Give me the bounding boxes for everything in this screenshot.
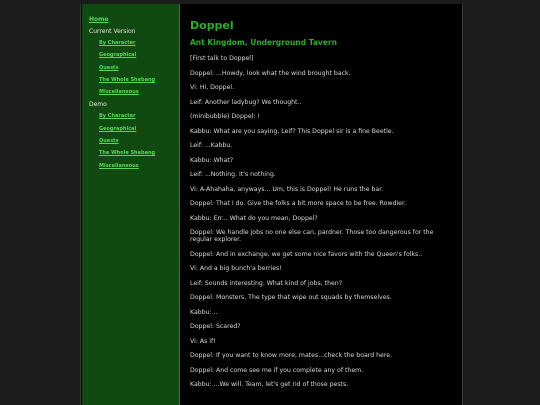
dialogue-line: Leif: Sounds interesting. What kind of jobs, then?: [190, 279, 343, 287]
dialogue-line: Kabbu: Err... What do you mean, Doppel?: [190, 214, 318, 222]
nav-home-link[interactable]: Home: [89, 16, 109, 23]
dialogue-line: Kabbu: ..: [190, 308, 218, 316]
dialogue-line: Vi: Hi, Doppel.: [190, 84, 235, 91]
dialogue-line: (minibubble) Doppel: !: [190, 113, 260, 120]
dialogue-line: Doppel: And in exchange, we get some nice favors with the Queen's folks..: [190, 250, 423, 258]
dialogue-line: Doppel: That I do. Give the folks a bit more space to be free. Rowdier.: [190, 200, 406, 207]
nav-demo-miscellaneous[interactable]: Miscellaneous: [99, 162, 139, 169]
dialogue-list: [190, 55, 455, 388]
dialogue-line: Leif: Another ladybug? We thought..: [190, 98, 302, 106]
dialogue-line: Vi: A-Ahahaha, anyways... Um, this is Doppel! He runs the bar.: [190, 185, 384, 193]
dialogue-line: Doppel: If you want to know more, mates...check the board here.: [190, 352, 393, 359]
nav-current-quests[interactable]: Quests: [99, 64, 119, 71]
dialogue-line: Vi: And a big bunch'a berries!: [190, 265, 282, 272]
dialogue-line: Leif: ...Nothing. It's nothing.: [190, 171, 276, 178]
page-title: Doppel: [190, 19, 234, 32]
nav-heading-current: Current Version: [89, 28, 136, 35]
page-subtitle: Ant Kingdom, Underground Tavern: [190, 38, 337, 47]
nav-current-miscellaneous[interactable]: Miscellaneous: [99, 89, 139, 96]
dialogue-line: Kabbu: What are you saying, Leif? This Doppel sir is a fine Beetle.: [190, 127, 394, 135]
dialogue-line: Doppel: ...Howdy, look what the wind brought back.: [190, 69, 351, 77]
nav-current-by-character[interactable]: By Character: [99, 40, 136, 46]
nav-demo-whole-shebang[interactable]: The Whole Shebang: [99, 150, 156, 157]
nav-current-whole-shebang[interactable]: The Whole Shebang: [99, 76, 156, 83]
nav-heading-demo: Demo: [89, 101, 107, 109]
dialogue-line: Doppel: We handle jobs no one else can, pardner. Those too dangerous for the regular explorer.: [190, 229, 434, 243]
dialogue-line: Doppel: Monsters. The type that wipe out squads by themselves.: [190, 294, 392, 301]
nav-demo-geographical[interactable]: Geographical: [99, 125, 137, 132]
dialogue-line: Leif: ...Kabbu.: [190, 142, 233, 149]
dialogue-line: Kabbu: ...We will. Team, let's get rid of those pests.: [190, 381, 349, 388]
dialogue-line: Kabbu: What?: [190, 156, 234, 164]
nav-demo-quests[interactable]: Quests: [99, 138, 119, 145]
dialogue-line: Vi: As if!: [190, 337, 216, 345]
dialogue-line: Doppel: Scared?: [190, 323, 241, 330]
dialogue-line: Doppel: And come see me if you complete any of them.: [190, 366, 364, 374]
main-content: [190, 4, 455, 396]
dialogue-line: [First talk to Doppel]: [190, 55, 254, 62]
nav-demo-by-character[interactable]: By Character: [99, 113, 136, 120]
sidebar-nav: [82, 4, 180, 405]
nav-current-geographical[interactable]: Geographical: [99, 52, 137, 59]
